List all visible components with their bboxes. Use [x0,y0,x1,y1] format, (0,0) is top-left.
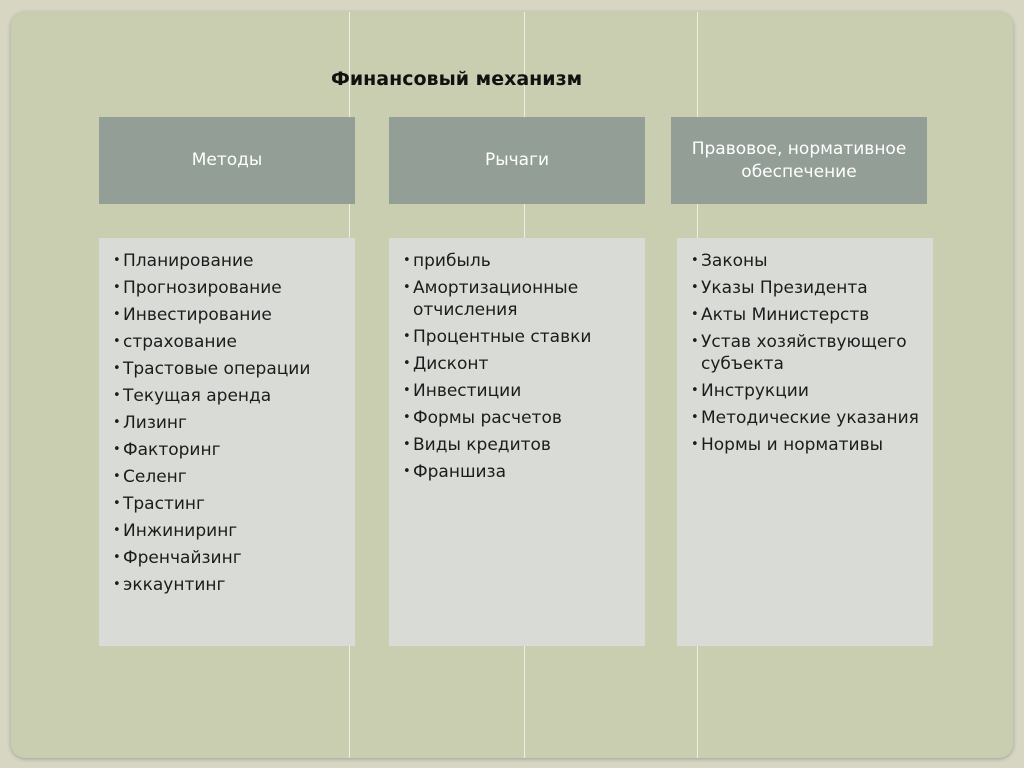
bullet-icon: • [403,464,411,479]
list-item-text: Селенг [123,467,187,487]
bullet-icon: • [113,388,121,403]
list-item [113,439,347,461]
list-item-text: Френчайзинг [123,548,242,568]
bullet-icon: • [113,469,121,484]
list-item-text: Дисконт [413,354,489,374]
bullet-icon: • [691,410,699,425]
bullet-icon: • [691,383,699,398]
list-item-text: Франшиза [413,462,507,482]
list-item-text: Виды кредитов [413,435,551,455]
list-item [113,412,347,434]
bullet-icon: • [113,334,121,349]
panel-levers [389,238,645,646]
slide-title: Финансовый механизм [331,68,583,90]
list-item [691,434,925,456]
list-item-text: Инжиниринг [123,521,238,541]
header-legal-support: Правовое, нормативное обеспечение [671,117,927,204]
list-item [403,277,637,321]
list-item-text: Законы [701,251,768,271]
list-item [113,574,347,596]
bullet-icon: • [691,253,699,268]
list-item [113,304,347,326]
list-item [403,353,637,375]
list-item-text: Прогнозирование [123,278,282,298]
list-item [403,326,637,348]
list-item-text: Акты Министерств [701,305,870,325]
list-item-text: Планирование [123,251,254,271]
levers-list [403,250,637,483]
bullet-icon: • [403,329,411,344]
list-item-text: Устав хозяйствующего субъекта [701,332,907,374]
bullet-icon: • [403,383,411,398]
list-item-text: Лизинг [123,413,187,433]
list-item-text: Методические указания [701,408,919,428]
bullet-icon: • [691,437,699,452]
bullet-icon: • [113,550,121,565]
list-item-text: Амортизационные отчисления [413,278,579,320]
bullet-icon: • [691,334,699,349]
bullet-icon: • [113,361,121,376]
bullet-icon: • [691,280,699,295]
panel-methods [99,238,355,646]
bullet-icon: • [113,415,121,430]
list-item-text: Трастовые операции [123,359,311,379]
bullet-icon: • [403,356,411,371]
list-item [113,520,347,542]
list-item-text: страхование [123,332,237,352]
list-item-text: Трастинг [123,494,205,514]
list-item-text: Нормы и нормативы [701,435,884,455]
list-item [691,331,925,375]
list-item [691,407,925,429]
list-item [403,250,637,272]
list-item [113,547,347,569]
bullet-icon: • [403,280,411,295]
list-item [113,358,347,380]
list-item-text: Указы Президента [701,278,868,298]
list-item [113,385,347,407]
list-item [403,434,637,456]
bullet-icon: • [691,307,699,322]
bullet-icon: • [113,496,121,511]
list-item [403,461,637,483]
list-item [403,407,637,429]
methods-list [113,250,347,596]
bullet-icon: • [113,577,121,592]
list-item-text: прибыль [413,251,491,271]
list-item [113,466,347,488]
list-item [403,380,637,402]
header-methods: Методы [99,117,355,204]
bullet-icon: • [403,253,411,268]
list-item-text: Текущая аренда [123,386,272,406]
list-item-text: Инвестиции [413,381,522,401]
list-item [691,380,925,402]
list-item-text: Инструкции [701,381,809,401]
list-item [113,493,347,515]
bullet-icon: • [113,280,121,295]
bullet-icon: • [113,253,121,268]
bullet-icon: • [403,410,411,425]
list-item-text: эккаунтинг [123,575,226,595]
list-item [113,331,347,353]
bullet-icon: • [113,523,121,538]
bullet-icon: • [113,442,121,457]
bullet-icon: • [113,307,121,322]
list-item-text: Факторинг [123,440,221,460]
list-item [691,304,925,326]
list-item [691,250,925,272]
list-item-text: Формы расчетов [413,408,562,428]
legal-support-list [691,250,925,456]
list-item [113,277,347,299]
header-levers: Рычаги [389,117,645,204]
list-item [691,277,925,299]
list-item-text: Процентные ставки [413,327,592,347]
slide [11,12,1013,758]
list-item [113,250,347,272]
bullet-icon: • [403,437,411,452]
panel-legal-support [677,238,933,646]
list-item-text: Инвестирование [123,305,272,325]
